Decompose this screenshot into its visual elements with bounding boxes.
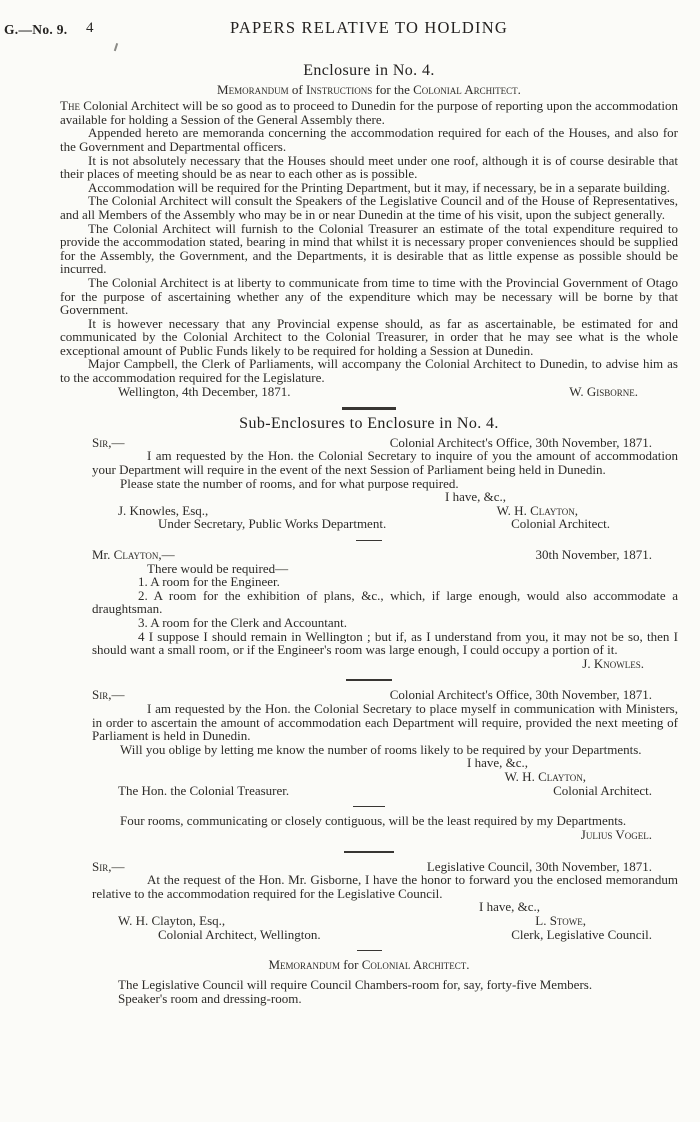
title-part: for [340, 957, 362, 973]
letter-paragraph: Four rooms, communicating or closely contiguous, will be the least required by my Departments. [120, 813, 627, 829]
signature-row [92, 928, 678, 942]
memorandum-title [60, 958, 678, 972]
memorandum-body [118, 978, 664, 1005]
salutation-prefix: Mr. [92, 547, 114, 562]
memo-paragraph: It is however necessary that any Provincial expense should, as far as ascertainable, be estimated for and communicated by the Colonial Architect to the Colonial Treasurer, in order that he may see what is the whole exceptional amount of Public Funds likely to be required for holding a Session at Dunedin. [60, 315, 678, 358]
dateline: Wellington, 4th December, 1871. [118, 383, 291, 399]
letter-to-treasurer [92, 688, 678, 797]
letter-dateline: Colonial Architect's Office, 30th November, 1871. [389, 434, 652, 450]
subtitle-part: for the [372, 81, 414, 97]
valediction: I have, &c., [478, 899, 540, 915]
addressee-name: The Hon. the Colonial Treasurer. [118, 782, 290, 798]
salutation-row [92, 688, 678, 702]
signature-title: Colonial Architect. [553, 782, 652, 798]
memorandum-line: The Legislative Council will require Council Chambers-room for, say, forty-five Members. [118, 977, 593, 993]
paragraph-text: Colonial Architect will be so good as to proceed to Dunedin for the purpose of reporting upon the accommodation available for holding a Session of the General Assembly there. [60, 98, 678, 127]
enclosure-subtitle [60, 83, 678, 97]
letter-knowles-inquiry [92, 436, 678, 531]
memo-paragraph: The Colonial Architect will furnish to the Colonial Treasurer an estimate of the total expenditure required to provide the accommodation stated, bearing in mind that whilst it is necessary proper conveniences should be supplied for the Assembly, the Government, and the Departments, it is desirable that as little expense as possible should be incurred. [60, 220, 678, 277]
letter-dateline: Colonial Architect's Office, 30th November, 1871. [389, 687, 652, 703]
signature: W. Gisborne. [569, 383, 638, 399]
subtitle-part: Instructions [305, 81, 373, 97]
document-reference: G.—No. 9. [4, 22, 68, 37]
addressee-title: Under Secretary, Public Works Department. [158, 516, 387, 532]
paragraph-lead: The [60, 98, 80, 114]
salutation: Sir,— [92, 434, 125, 450]
salutation [92, 548, 175, 562]
enclosure-title: Enclosure in No. 4. [303, 62, 435, 79]
salutation: Sir,— [92, 858, 125, 874]
letter-paragraph: I am requested by the Hon. the Colonial Secretary to place myself in communication with Ministers, in order to ascertain the amount of accommodation each Department will require, provided the next meeting of Parliament is held in Dunedin. [92, 700, 678, 744]
salutation-name: Clayton [113, 547, 159, 562]
letter-paragraph: At the request of the Hon. Mr. Gisborne, I have the honor to forward you the enclosed memorandum relative to the accommodation required for the Legislative Council. [92, 872, 678, 901]
memo-paragraph: Major Campbell, the Clerk of Parliaments, will accompany the Colonial Architect to Dunedin, to advise him as to the accommodation required for the Legislature. [60, 356, 678, 386]
signature-name: W. H. Clayton, [504, 768, 586, 784]
vogel-reply [92, 814, 678, 841]
sub-enclosures-title: Sub-Enclosures to Enclosure in No. 4. [239, 415, 499, 433]
memo-paragraph: It is not absolutely necessary that the Houses should meet under one roof, although it is of course desirable that their places of meeting should be as near to each other as is possible. [60, 152, 678, 182]
salutation-row [92, 548, 678, 562]
memo-paragraph: The Colonial Architect will consult the Speakers of the Legislative Council and of the House of Representatives, and all Members of the Assembly who may be in or near Dunedin at the time of his visit, upon the subject generally. [60, 193, 678, 222]
list-item: 2. A room for the exhibition of plans, &c., which, if large enough, would also accommodate a draughtsman. [92, 587, 678, 617]
title-part: Memorandum [268, 957, 341, 973]
letter-dateline: 30th November, 1871. [535, 547, 652, 562]
subtitle-part: Memorandum [217, 81, 289, 97]
memorandum-section [60, 958, 678, 1005]
list-item: 3. A room for the Clerk and Accountant. [138, 614, 348, 630]
memorandum-line: Speaker's room and dressing-room. [118, 990, 302, 1006]
section-divider [356, 540, 382, 541]
salutation-suffix: ,— [158, 547, 175, 562]
section-divider [344, 851, 394, 853]
enclosure-section [60, 64, 678, 398]
signature-title: Clerk, Legislative Council. [511, 926, 652, 942]
signature-row [92, 517, 678, 531]
addressee-title: Colonial Architect, Wellington. [158, 926, 321, 942]
memo-paragraph [60, 99, 678, 126]
section-divider [357, 950, 382, 951]
salutation-row [92, 436, 678, 450]
subtitle-part: Colonial Architect. [413, 81, 521, 97]
signature: J. Knowles. [582, 655, 644, 671]
page-content [60, 58, 678, 1005]
letter-dateline: Legislative Council, 30th November, 1871. [426, 858, 652, 874]
section-divider [353, 806, 385, 807]
letter-stowe [92, 860, 678, 942]
signature: Julius Vogel. [580, 826, 652, 842]
signoff-row [60, 385, 678, 399]
salutation: Sir,— [92, 687, 125, 703]
signature-name: W. H. Clayton, [496, 502, 578, 518]
valediction: I have, &c., [466, 755, 528, 771]
list-item: 1. A room for the Engineer. [138, 574, 280, 590]
memo-paragraph: The Colonial Architect is at liberty to communicate from time to time with the Provincial Government of Otago for the purpose of ascertaining whether any of the expenditure which may be necessary will be borne by that Government. [60, 274, 678, 318]
title-part: Colonial Architect. [361, 957, 470, 973]
signature-name: L. Stowe, [535, 912, 586, 928]
section-divider [346, 679, 392, 681]
signature-title: Colonial Architect. [511, 516, 610, 532]
addressee-name: W. H. Clayton, Esq., [118, 912, 226, 928]
salutation-row [92, 860, 678, 874]
letter-paragraph: Please state the number of rooms, and for what purpose required. [120, 475, 459, 491]
subtitle-part: of [288, 81, 306, 97]
signature-row [92, 504, 678, 518]
letter-paragraph: There would be required— [147, 560, 289, 576]
letter-paragraph: I am requested by the Hon. the Colonial Secretary to inquire of you the amount of accommodation your Department will require in the event of the next Session of Parliament being held in Dunedin. [92, 448, 678, 478]
letter-paragraph: Will you oblige by letting me know the number of rooms likely to be required by your Departments. [120, 741, 642, 757]
list-item: 4 I suppose I should remain in Wellington ; but if, as I understand from you, it may not be so, then I should want a small room, or if the Engineer's room was large enough, I could occupy a portion of it. [92, 628, 678, 658]
addressee-name: J. Knowles, Esq., [118, 502, 209, 518]
valediction: I have, &c., [444, 489, 506, 505]
letter-knowles-reply [92, 548, 678, 670]
memo-paragraph: Accommodation will be required for the Printing Department, but it may, if necessary, be in a separate building. [88, 179, 671, 195]
signature-row [92, 784, 678, 798]
scan-artifact [114, 43, 118, 51]
page-header [0, 0, 700, 46]
running-title: PAPERS RELATIVE TO HOLDING [230, 18, 508, 37]
page-number: 4 [86, 20, 94, 36]
section-divider [342, 407, 396, 410]
signature-row [92, 914, 678, 928]
memo-paragraph: Appended hereto are memoranda concerning the accommodation required for each of the Houses, and also for the Government and Departmental officers. [60, 125, 678, 154]
